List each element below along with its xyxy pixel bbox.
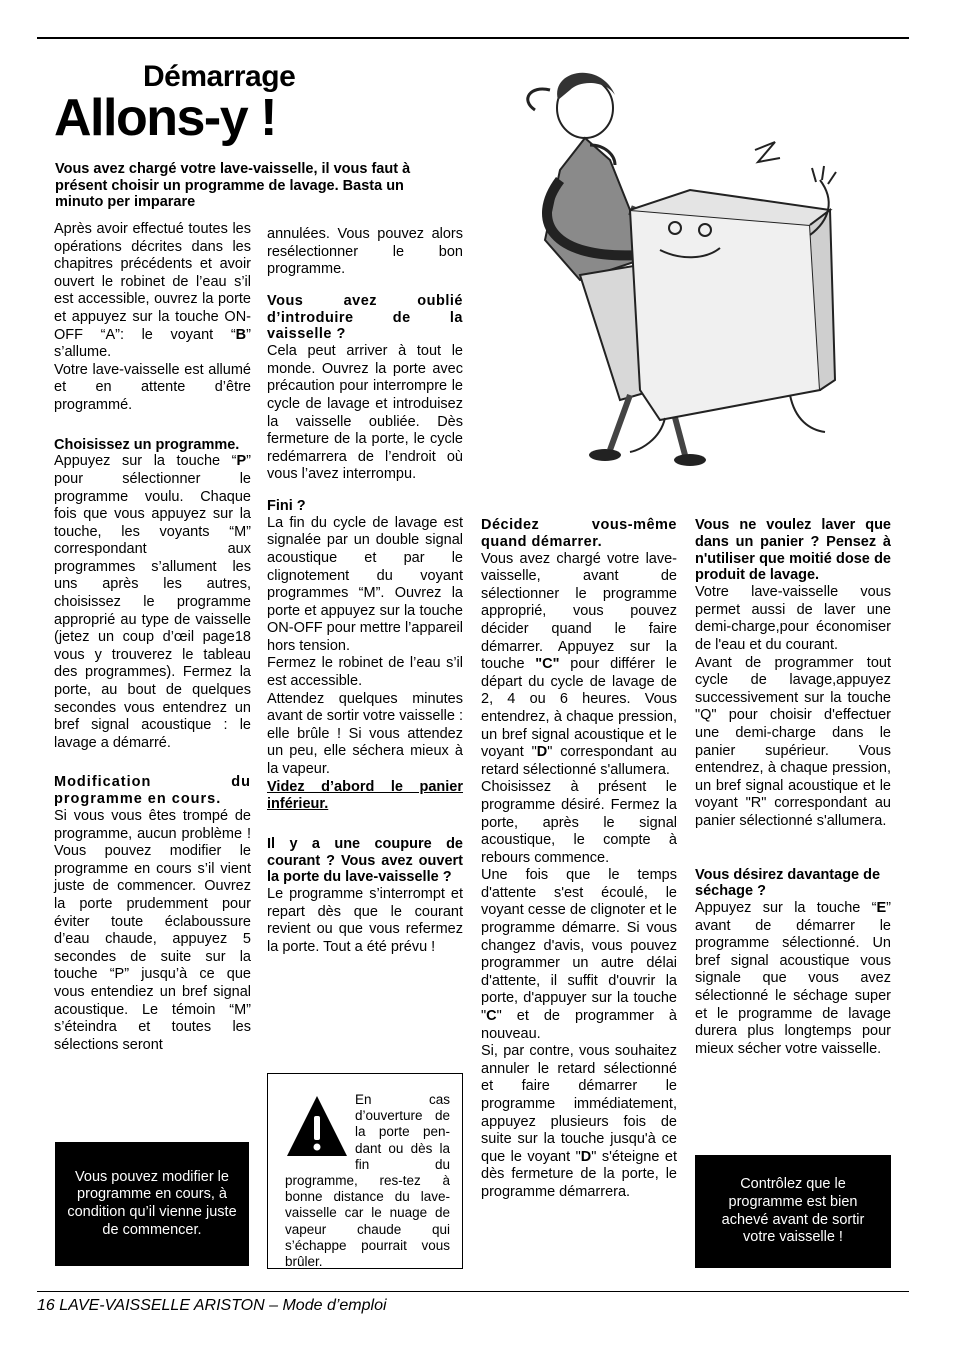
footer-text: LAVE-VAISSELLE ARISTON – Mode d’emploi (59, 1297, 387, 1314)
half-load-text: Votre lave-vaisselle vous permet aussi de laver une demi-charge,pour économiser de l'eau et du courant. (695, 584, 891, 653)
tip-box-modify: Vous pouvez modifier le programme en cours, à condition qu’il vienne juste de commencer. (55, 1142, 249, 1266)
delay-start-text: Vous avez chargé votre lave-vaisselle, avant de sélectionner le programme approprié, vous pouvez décider quand le faire démarrer. Appuyez sur la touche "C" pour différer le départ du cycle de lavage de 2, 4 ou 6 heures. Vous entendrez, à chaque pression, un bref signal acoustique et le voyant "D" correspondant au retard sélectionné s'allumera. (481, 550, 677, 778)
woman-and-dishwasher-illustration (490, 60, 850, 480)
heading-more-drying: Vous désirez davantage de séchage ? (695, 866, 881, 900)
top-rule (37, 37, 909, 39)
choose-program-text: Appuyez sur la touche “P” pour sélectionner le programme voulu. Chaque fois que vous appuyez sur la touche, les voyants “M” correspondant aux programmes s’allument les uns après les autres, choisissez le programme approprié au type de vaisselle (jetez un coup d’œil page18 vous y trouverez le tableau des programmes). Fermez la porte, au bout de quelques secondes vous entendrez un bref signal acoustique : le lavage a démarré. (54, 453, 251, 751)
column-3 (481, 517, 677, 1202)
heading-choose-program: Choisissez un programme. (54, 436, 240, 453)
page-number: 16 (37, 1297, 55, 1314)
col3-paragraph-4: Si, par contre, vous souhaitez annuler le retard sélectionné et faire démarrer le programme immédiatement, appuyez plusieurs fois de suite sur la touche jusqu'à ce que le voyant "D" s'éteigne et dès fermeture de la porte, le programme démarrera. (481, 1043, 677, 1200)
heading-modify-program: Modification du programme en cours. (54, 774, 251, 808)
bottom-rule (37, 1291, 909, 1292)
col1-paragraph-2: Votre lave-vaisselle est allumé et en attente d’être programmé. (54, 361, 251, 413)
modify-program-text: Si vous vous êtes trompé de programme, aucun problème ! Vous pouvez modifier le programme en cours s’il vient juste de commencer. Ouvrez la porte prudemment pour éviter toute éclaboussure d’eau chaude, appuyez 5 secondes de suite sur la touche “P” jusqu’à ce que vous entendiez un bref signal acoustique. Le témoin “M” s’éteindra et toutes les sélections seront (54, 808, 251, 1053)
heading-delay-start: Décidez vous-même quand démarrer. (481, 517, 677, 550)
finished-underlined-text: Videz d’abord le panier inférieur. (267, 778, 463, 813)
finished-text: La fin du cycle de lavage est signalée par un double signal acoustique et par le clignotement du voyant programmes “M”. Ouvrez la porte et appuyez sur la touche ON-OFF pour mettre l’appareil hors tension. (267, 514, 463, 654)
heading-power-cut: Il y a une coupure de courant ? Vous avez ouvert la porte du lave-vaisselle ? (267, 835, 463, 886)
half-load-text-2: Avant de programmer tout cycle de lavage,appuyez successivement sur la touche "Q" pour choisir d'effectuer une demi-charge dans le panier supérieur. Vous entendrez, à chaque pression, un bref signal acoustique et le voyant "R" correspondant au panier sélectionné s'allumera. (695, 654, 891, 829)
page-title: Allons-y ! (54, 89, 276, 147)
power-cut-text: Le programme s’interrompt et repart dès que le courant revient ou que vous refermez la porte. Tout a été prévu ! (267, 886, 463, 955)
intro-text: Vous avez chargé votre lave-vaisselle, il vous faut à présent choisir un programme de lavage. Basta un minuto per imparare (55, 161, 411, 210)
section-subtitle: Démarrage (143, 60, 296, 93)
forgot-dishes-text: Cela peut arriver à tout le monde. Ouvrez la porte avec précaution pour interrompre le cycle de lavage et introduisez la vaisselle oubliée. Dès fermeture de la porte, le cycle redémarrera de l’endroit où vous l’avez interrompu. (267, 343, 463, 483)
warning-box (267, 1073, 463, 1269)
column-2 (267, 226, 463, 957)
heading-half-load: Vous ne voulez laver que dans un panier ? Pensez à n'utiliser que moitié dose de produit de lavage. (695, 517, 891, 584)
warning-icon (285, 1092, 349, 1160)
heading-forgot-dishes: Vous avez oublié d’introduire de la vaisselle ? (267, 292, 463, 343)
col3-paragraph-2: Choisissez à présent le programme désiré. Fermez la porte, après le signal acoustique, le compte à rebours commence. (481, 779, 677, 866)
heading-finished: Fini ? (267, 497, 306, 514)
col1-paragraph-1: Après avoir effectué toutes les opérations décrites dans les chapitres précédents et avoir ouvert le robinet de l’eau s’il est accessible, ouvrez la porte et appuyez sur la touche ON-OFF “A”: le voyant “B” s’allume. (54, 221, 251, 361)
warning-text: En cas d’ouverture de la porte pen-dant ou dès la fin du programme, res-tez à bonne distance du lave-vaisselle car le nuage de vapeur chaude qui s’échappe pourrait vous brûler. (285, 1092, 450, 1270)
finished-text-3: Attendez quelques minutes avant de sortir votre vaisselle : elle brûle ! Si vous attendez un peu, elle séchera mieux à la vapeur. (267, 690, 463, 778)
page-footer (37, 1297, 387, 1315)
column-4 (695, 517, 891, 1058)
col2-paragraph-1: annulées. Vous pouvez alors resélectionner le bon programme. (267, 226, 463, 278)
col3-paragraph-3: Une fois que le temps d'attente s'est écoulé, le voyant cesse de clignoter et le programme démarre. Si vous changez d'avis, vous pouvez programmer un autre délai d'attente, il suffit d'ouvrir la porte, d'appuyer sur la touche "C" et de programmer à nouveau. (481, 867, 677, 1042)
more-drying-text: Appuyez sur la touche “E” avant de démarrer le programme sélectionné. Un bref signal acoustique vous signale que vous avez sélectionné le séchage super et le programme de lavage durera plus longtemps pour mieux sécher votre vaisselle. (695, 900, 891, 1057)
tip-box-check: Contrôlez que le programme est bien achevé avant de sortir votre vaisselle ! (695, 1155, 891, 1268)
finished-text-2: Fermez le robinet de l’eau s’il est accessible. (267, 655, 463, 690)
column-1 (54, 221, 251, 1054)
